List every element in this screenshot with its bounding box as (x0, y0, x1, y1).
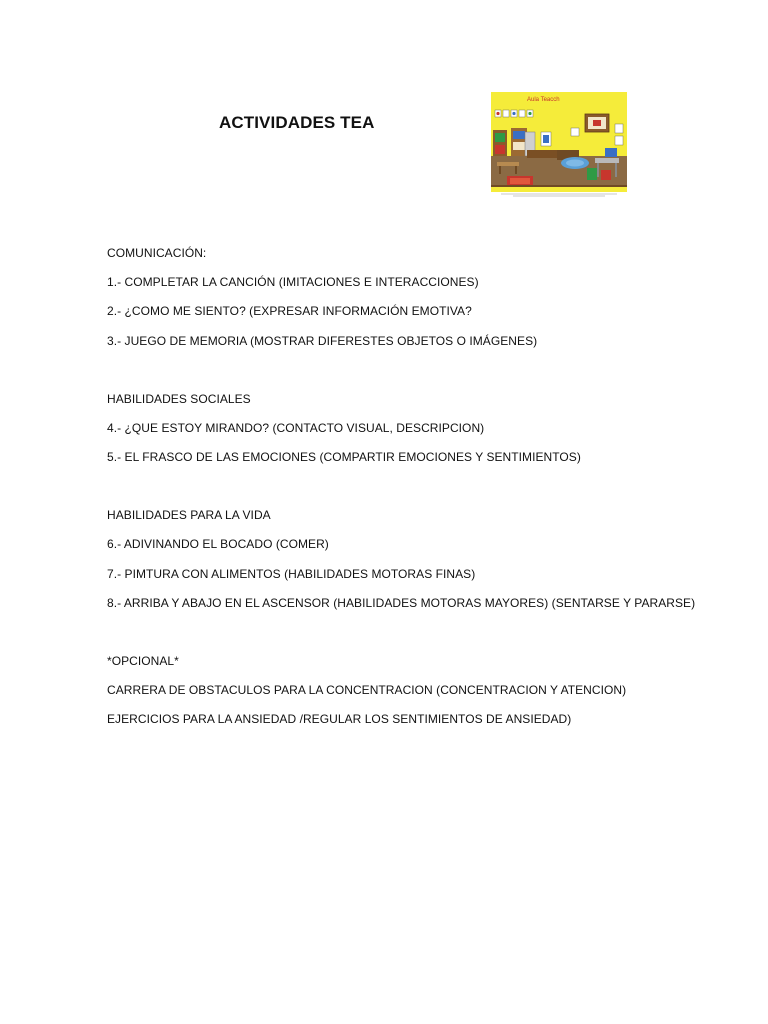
list-item: 2.- ¿COMO ME SIENTO? (EXPRESAR INFORMACIÓN EMOTIVA? (107, 304, 472, 318)
section-heading-vida: HABILIDADES PARA LA VIDA (107, 508, 271, 522)
picture-caption: Aula Teacch (527, 97, 560, 103)
classroom-illustration (491, 92, 627, 198)
list-item: 8.- ARRIBA Y ABAJO EN EL ASCENSOR (HABILIDADES MOTORAS MAYORES) (SENTARSE Y PARARSE) (107, 596, 696, 610)
list-item: 5.- EL FRASCO DE LAS EMOCIONES (COMPARTIR EMOCIONES Y SENTIMIENTOS) (107, 450, 581, 464)
list-item: CARRERA DE OBSTACULOS PARA LA CONCENTRACION (CONCENTRACION Y ATENCION) (107, 683, 627, 697)
list-item: 1.- COMPLETAR LA CANCIÓN (IMITACIONES E INTERACCIONES) (107, 275, 479, 289)
list-item: 3.- JUEGO DE MEMORIA (MOSTRAR DIFERESTES OBJETOS O IMÁGENES) (107, 334, 538, 348)
list-item: 4.- ¿QUE ESTOY MIRANDO? (CONTACTO VISUAL, DESCRIPCION) (107, 421, 485, 435)
list-item: 7.- PIMTURA CON ALIMENTOS (HABILIDADES MOTORAS FINAS) (107, 567, 476, 581)
list-item: EJERCICIOS PARA LA ANSIEDAD /REGULAR LOS SENTIMIENTOS DE ANSIEDAD) (107, 712, 572, 726)
section-heading-comunicacion: COMUNICACIÓN: (107, 246, 207, 260)
section-heading-sociales: HABILIDADES SOCIALES (107, 392, 251, 406)
document-title: ACTIVIDADES TEA (219, 113, 375, 132)
list-item: 6.- ADIVINANDO EL BOCADO (COMER) (107, 537, 329, 551)
section-heading-opcional: *OPCIONAL* (107, 654, 179, 668)
